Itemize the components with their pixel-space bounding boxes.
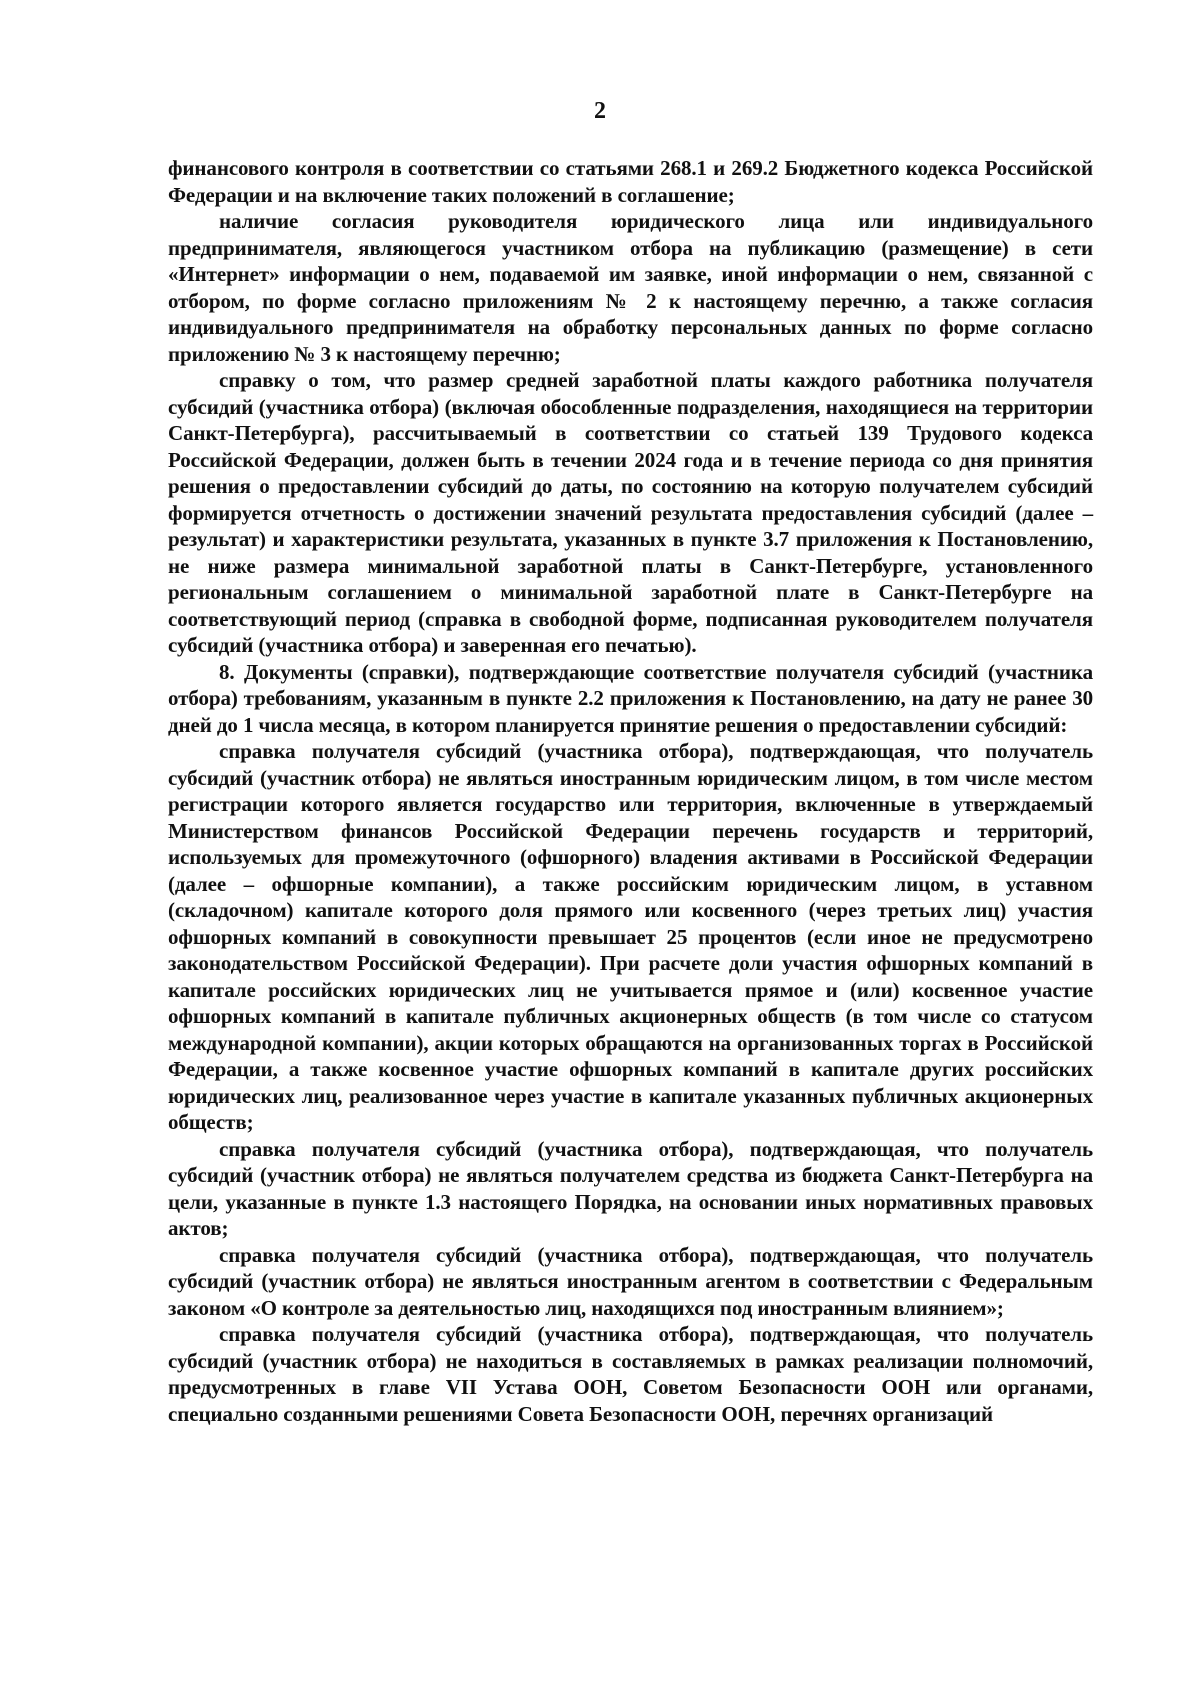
paragraph-item-8: 8. Документы (справки), подтверждающие соответствие получателя субсидий (участника отбора) требованиям, указанным в пункте 2.2 приложения к Постановлению, на дату не ранее 30 дней до 1 числа месяца, в котором планируется принятие решения о предоставлении субсидий:: [168, 659, 1093, 737]
document-body: [168, 155, 1093, 1427]
paragraph-budget-certificate: справка получателя субсидий (участника отбора), подтверждающая, что получатель субсидий (участник отбора) не являться получателем средства из бюджета Санкт-Петербурга на цели, указанные в пункте 1.3 настоящего Порядка, на основании иных нормативных правовых актов;: [168, 1136, 1093, 1240]
paragraph-offshore-certificate: справка получателя субсидий (участника отбора), подтверждающая, что получатель субсидий (участник отбора) не являться иностранным юридическим лицом, в том числе местом регистрации которого является государство или территория, включенные в утверждаемый Министерством финансов Российской Федерации перечень государств и территорий, используемых для промежуточного (офшорного) владения активами в Российской Федерации (далее – офшорные компании), а также российским юридическим лицом, в уставном (складочном) капитале которого доля прямого или косвенного (через третьих лиц) участия офшорных компаний в совокупности превышает 25 процентов (если иное не предусмотрено законодательством Российской Федерации). При расчете доли участия офшорных компаний в капитале российских юридических лиц не учитывается прямое и (или) косвенное участие офшорных компаний в капитале публичных акционерных обществ (в том числе со статусом международной компании), акции которых обращаются на организованных торгах в Российской Федерации, а также косвенное участие офшорных компаний в капитале других российских юридических лиц, реализованное через участие в капитале указанных публичных акционерных обществ;: [168, 739, 1093, 1134]
page-number: 2: [594, 98, 606, 124]
paragraph-consent: наличие согласия руководителя юридического лица или индивидуального предпринимателя, являющегося участником отбора на публикацию (размещение) в сети «Интернет» информации о нем, подаваемой им заявке, иной информации о нем, связанной с отбором, по форме согласно приложениям № 2 к настоящему перечню, а также согласия индивидуального предпринимателя на обработку персональных данных по форме согласно приложению № 3 к настоящему перечню;: [168, 209, 1093, 366]
paragraph-salary-certificate: справку о том, что размер средней заработной платы каждого работника получателя субсидий (участника отбора) (включая обособленные подразделения, находящиеся на территории Санкт-Петербурга), рассчитываемый в соответствии со статьей 139 Трудового кодекса Российской Федерации, должен быть в течении 2024 года и в течение периода со дня принятия решения о предоставлении субсидий до даты, по состоянию на которую получателем субсидий формируется отчетность о достижении значений результата предоставления субсидий (далее – результат) и характеристики результата, указанных в пункте 3.7 приложения к Постановлению, не ниже размера минимальной заработной платы в Санкт-Петербурге, установленного региональным соглашением о минимальной заработной плате в Санкт-Петербурге на соответствующий период (справка в свободной форме, подписанная руководителем получателя субсидий (участника отбора) и заверенная его печатью).: [168, 368, 1093, 657]
paragraph-un-list-certificate: справка получателя субсидий (участника отбора), подтверждающая, что получатель субсидий (участник отбора) не находиться в составляемых в рамках реализации полномочий, предусмотренных в главе VII Устава ООН, Советом Безопасности ООН или органами, специально созданными решениями Совета Безопасности ООН, перечнях организаций: [168, 1322, 1093, 1426]
paragraph-foreign-agent-certificate: справка получателя субсидий (участника отбора), подтверждающая, что получатель субсидий (участник отбора) не являться иностранным агентом в соответствии с Федеральным законом «О контроле за деятельностью лиц, находящихся под иностранным влиянием»;: [168, 1242, 1093, 1320]
paragraph-1-continuation: финансового контроля в соответствии со статьями 268.1 и 269.2 Бюджетного кодекса Российской Федерации и на включение таких положений в соглашение;: [168, 156, 1093, 207]
